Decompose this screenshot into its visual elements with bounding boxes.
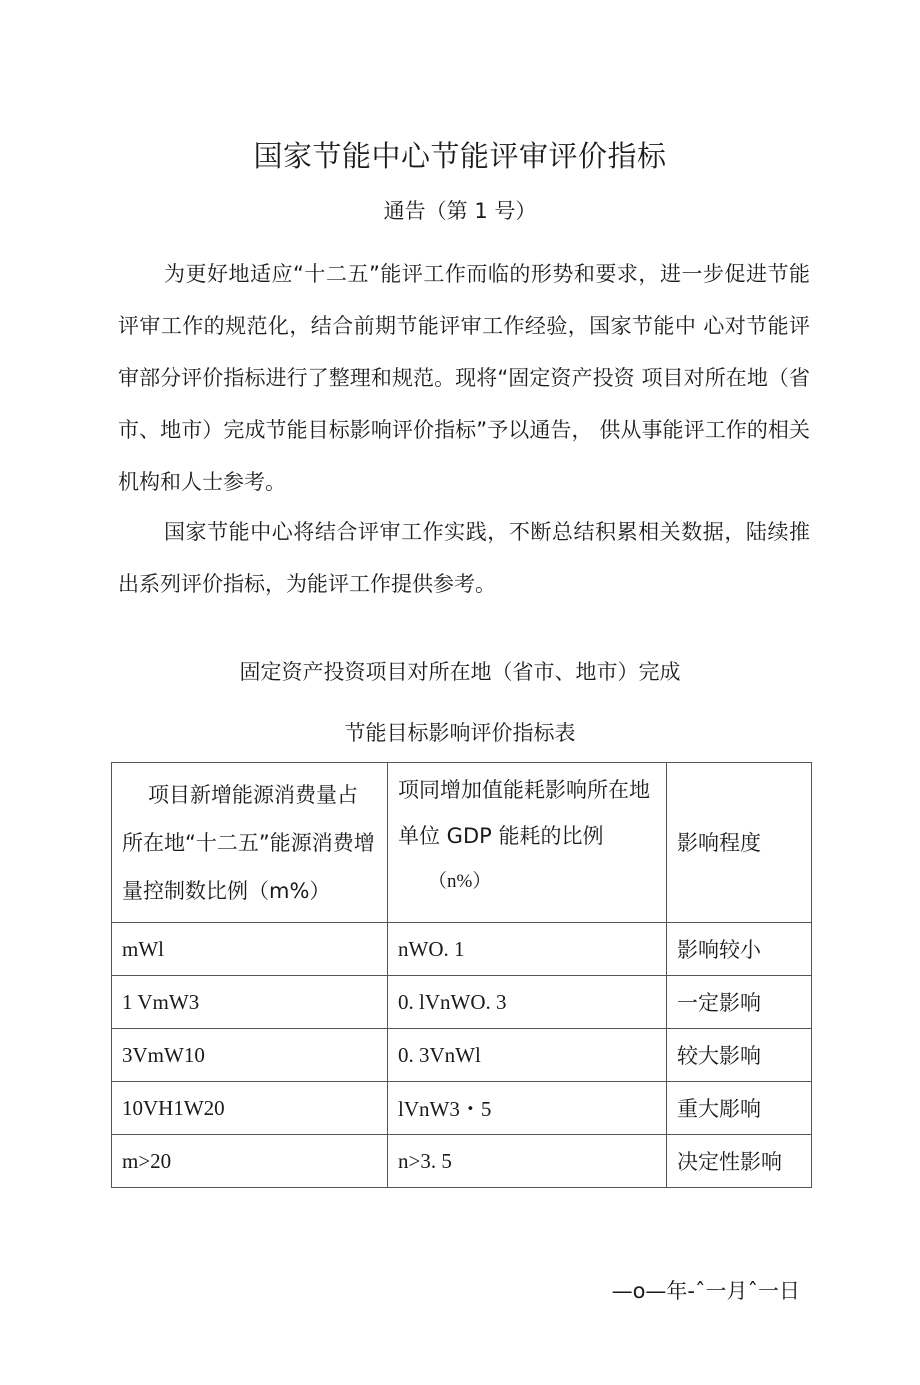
cell-impact-level: 影响较小: [667, 923, 812, 976]
table-row: [112, 923, 812, 976]
cell-n-range: 0. 3VnWl: [388, 1029, 667, 1082]
header-gdp-ratio: [388, 763, 667, 923]
document-date: —o—年-ˆ一月ˆ一日: [611, 1279, 800, 1303]
header-gdp-ratio-label: 项同增加值能耗影响所在地单位 GDP 能耗的比例: [398, 778, 650, 848]
header-impact-level: 影响程度: [667, 763, 812, 923]
cell-m-range: m>20: [112, 1135, 388, 1188]
cell-m-range: mWl: [112, 923, 388, 976]
cell-m-range: 1 VmW3: [112, 976, 388, 1029]
cell-impact-level: 较大影响: [667, 1029, 812, 1082]
cell-n-range: n>3. 5: [388, 1135, 667, 1188]
cell-n-range: lVnW3・5: [388, 1082, 667, 1135]
table-row: [112, 976, 812, 1029]
table-header-row: [112, 763, 812, 923]
table-title-line1: 固定资产投资项目对所在地（省市、地市）完成: [239, 660, 681, 684]
cell-m-range: 10VH1W20: [112, 1082, 388, 1135]
cell-impact-level: 重大彫响: [667, 1082, 812, 1135]
evaluation-index-table: [111, 762, 812, 1188]
document-title: 国家节能中心节能评审评价指标: [253, 139, 667, 173]
notice-number: 通告（第 1 号）: [383, 199, 537, 223]
cell-n-range: 0. lVnWO. 3: [388, 976, 667, 1029]
header-gdp-ratio-unit: （n%）: [428, 871, 492, 892]
cell-m-range: 3VmW10: [112, 1029, 388, 1082]
table-row: [112, 1135, 812, 1188]
cell-n-range: nWO. 1: [388, 923, 667, 976]
table-row: [112, 1029, 812, 1082]
header-energy-ratio: 项目新增能源消费量占所在地“十二五”能源消费增量控制数比例（m%）: [112, 763, 388, 923]
cell-impact-level: 决定性影响: [667, 1135, 812, 1188]
cell-impact-level: 一定影响: [667, 976, 812, 1029]
table-row: [112, 1082, 812, 1135]
intro-paragraph: 为更好地适应“十二五”能评工作而临的形势和要求，进一步促进节能评审工作的规范化，结合前期节能评审工作经验，国家节能中 心对节能评审部分评价指标进行了整理和规范。现将“固定资产投资 项目对所在地（省市、地市）完成节能目标影响评价指标”予以通告， 供从事能评工作的相关机构和人士参考。: [118, 262, 810, 494]
followup-paragraph: 国家节能中心将结合评审工作实践，不断总结积累相关数据，陆续推出系列评价指标，为能评工作提供参考。: [118, 520, 810, 596]
table-title-line2: 节能目标影响评价指标表: [344, 721, 576, 745]
